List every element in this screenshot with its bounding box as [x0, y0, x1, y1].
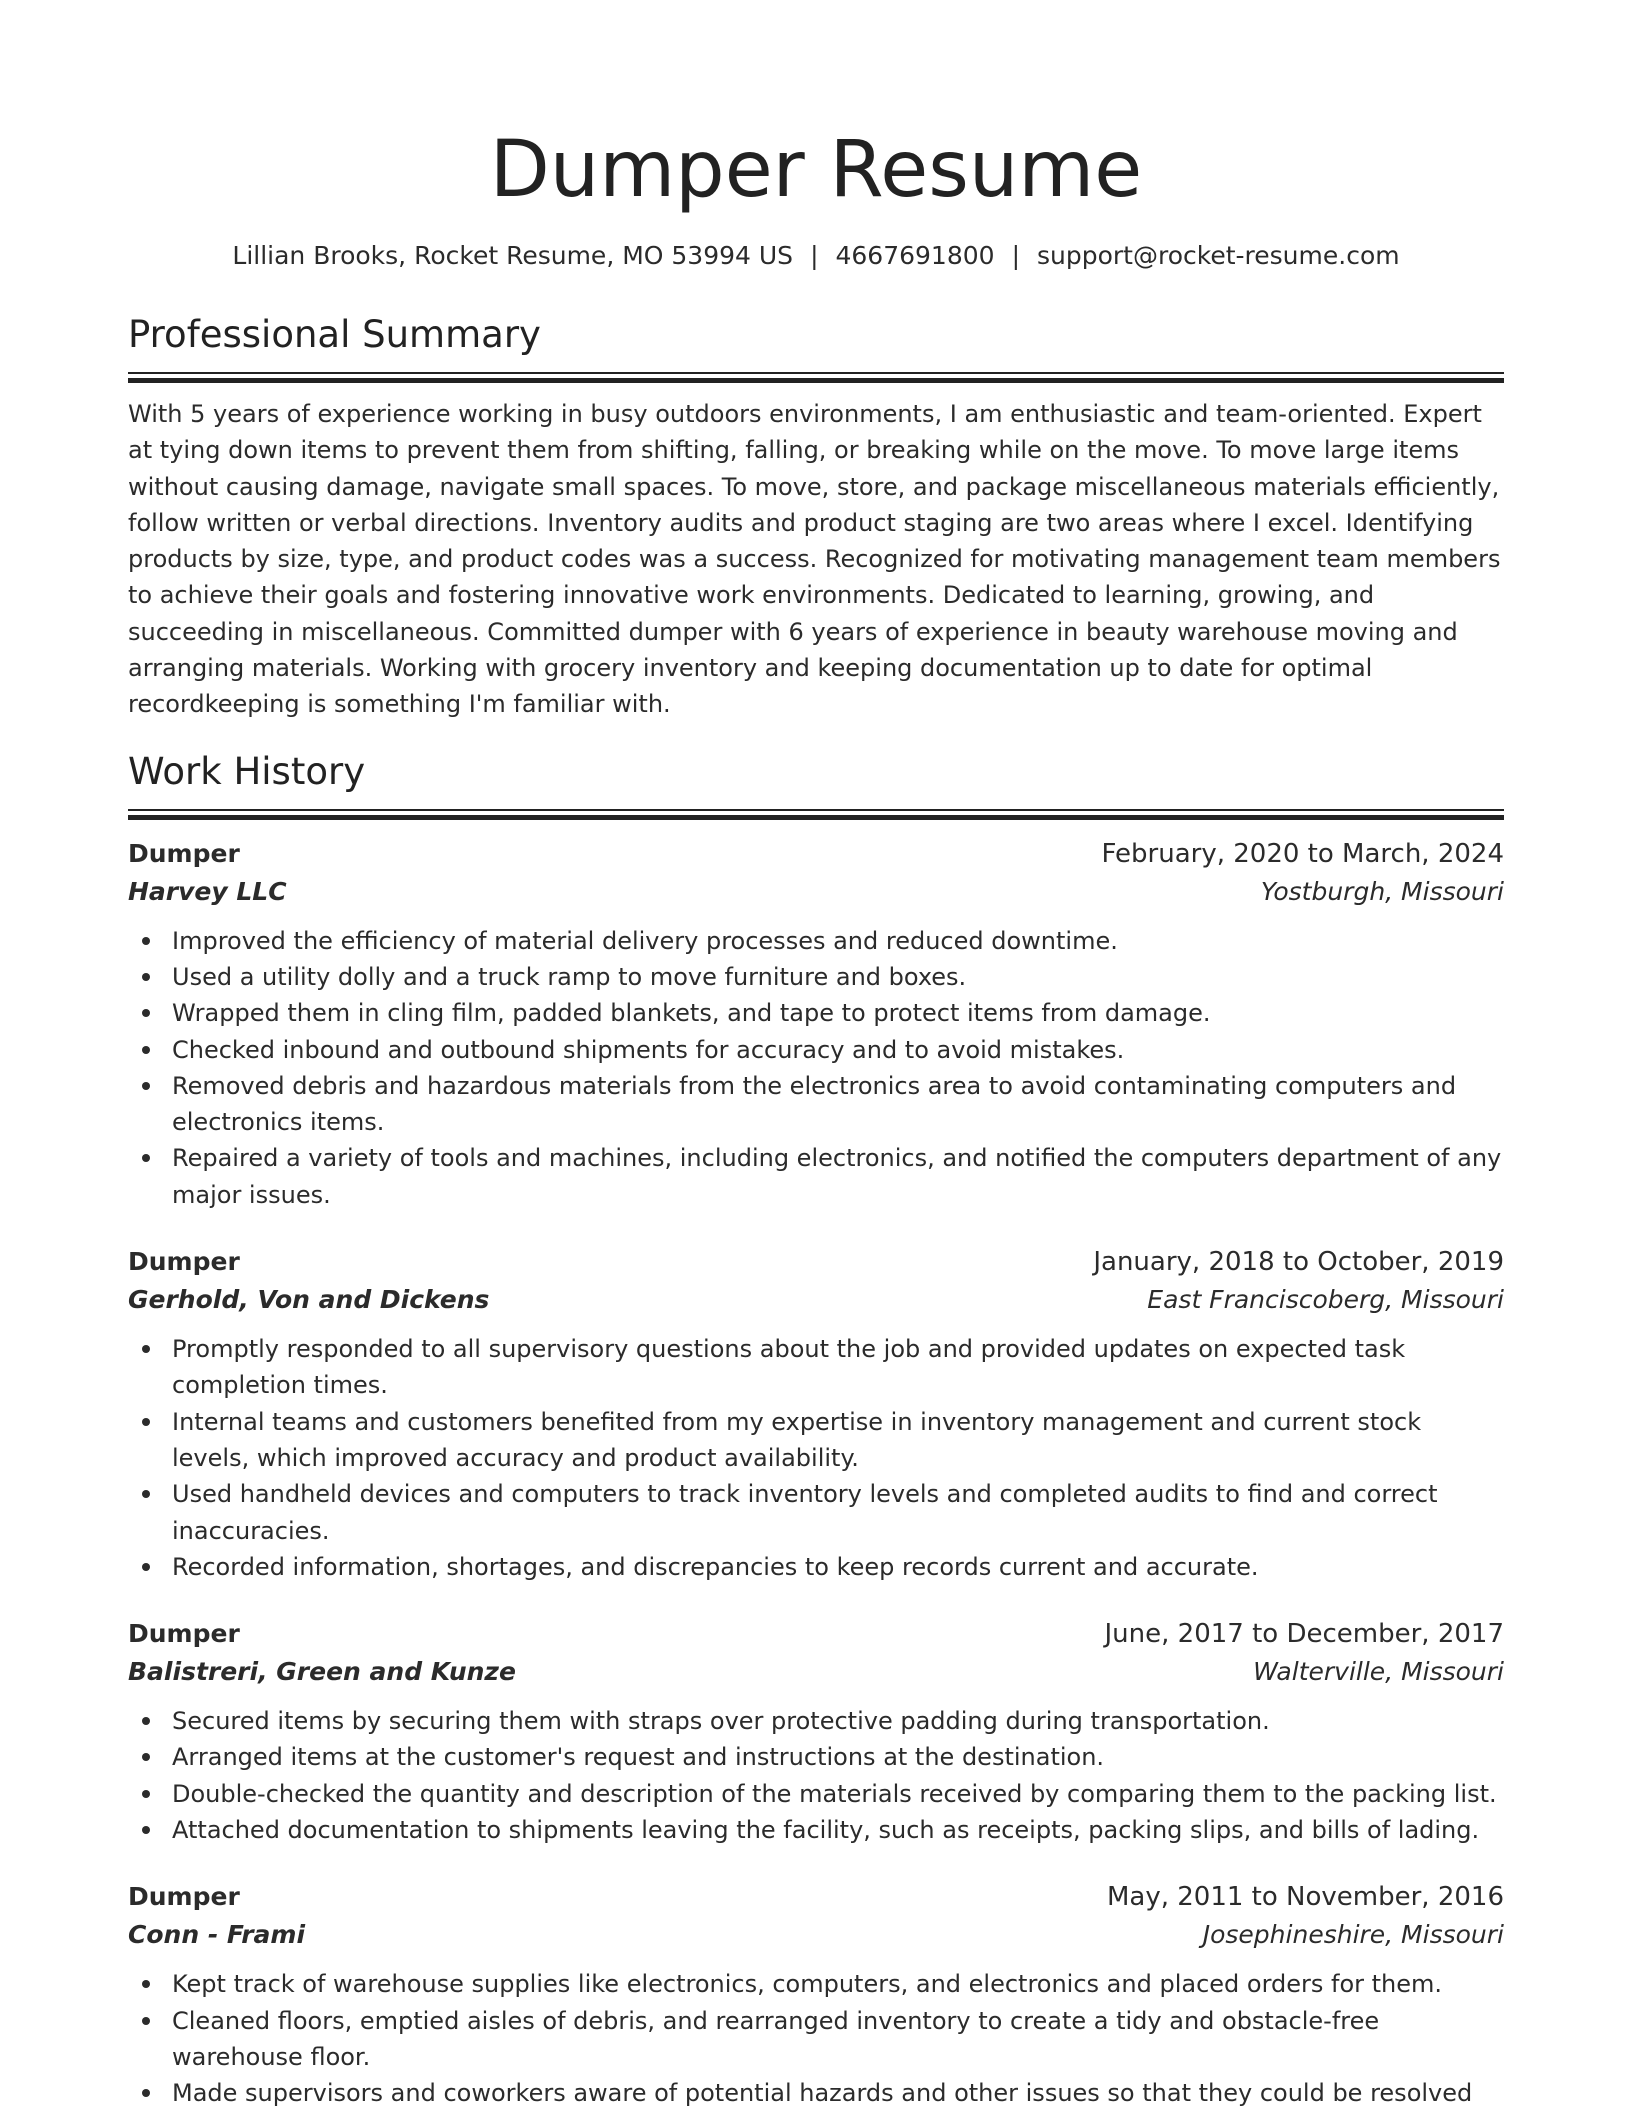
job-bullet — [128, 1068, 1504, 1141]
job-bullet-text: Secured items by securing them with straps over protective padding during transportation. — [172, 1707, 1270, 1736]
job-bullet — [128, 1966, 1504, 2002]
bullet-dot-icon — [142, 1790, 150, 1798]
job-bullet-text: Wrapped them in cling film, padded blankets, and tape to protect items from damage. — [172, 999, 1211, 1028]
job-bullet-list — [128, 923, 1504, 1213]
job-bullet-text: Internal teams and customers benefited from my expertise in inventory management and current stock levels, which improved accuracy and product availability. — [172, 1407, 1422, 1472]
job-bullet — [128, 1549, 1504, 1585]
section-heading-summary: Professional Summary — [128, 313, 541, 356]
bullet-dot-icon — [142, 937, 150, 945]
bullet-dot-icon — [142, 1490, 150, 1498]
job-bullet-text: Checked inbound and outbound shipments for accuracy and to avoid mistakes. — [172, 1035, 1125, 1064]
bullet-dot-icon — [142, 1154, 150, 1162]
work-history-section — [128, 747, 1504, 2112]
job-bullet — [128, 1476, 1504, 1549]
contact-address: Lillian Brooks, Rocket Resume, MO 53994 US — [232, 241, 794, 270]
job-title: Dumper — [128, 1247, 240, 1277]
bullet-dot-icon — [142, 1345, 150, 1353]
job-bullet — [128, 1776, 1504, 1812]
job-list — [128, 835, 1504, 2112]
job-bullet-text: Used a utility dolly and a truck ramp to move furniture and boxes. — [172, 962, 967, 991]
bullet-dot-icon — [142, 1046, 150, 1054]
section-heading-work: Work History — [128, 749, 366, 793]
job-bullet-list — [128, 1331, 1504, 1585]
job-title: Dumper — [128, 1619, 240, 1649]
job-bullet — [128, 1404, 1504, 1477]
job-bullet-text: Cleaned floors, emptied aisles of debris, and rearranged inventory to create a tidy and obstacle-free warehouse floor. — [172, 2006, 1380, 2071]
section-divider — [128, 809, 1504, 819]
bullet-dot-icon — [142, 1418, 150, 1426]
job-bullet-text: Promptly responded to all supervisory questions about the job and provided updates on expected task completion times. — [172, 1335, 1406, 1400]
bullet-dot-icon — [142, 973, 150, 981]
job-header-row — [128, 1243, 1504, 1281]
job-company: Gerhold, Von and Dickens — [128, 1285, 490, 1315]
job-subheader-row — [128, 873, 1504, 911]
job-dates: May, 2011 to November, 2016 — [1106, 1882, 1504, 1913]
job-bullet-text: Attached documentation to shipments leaving the facility, such as receipts, packing slips, and bills of lading. — [172, 1816, 1480, 1845]
resume-page — [128, 0, 1504, 2112]
job-location: Yostburgh, Missouri — [1260, 876, 1504, 906]
job-bullet — [128, 1812, 1504, 1848]
job-entry — [128, 1243, 1504, 1585]
bullet-dot-icon — [142, 1082, 150, 1090]
job-bullet — [128, 1032, 1504, 1068]
job-bullet-text: Improved the efficiency of material delivery processes and reduced downtime. — [172, 926, 1118, 955]
bullet-dot-icon — [142, 1717, 150, 1725]
bullet-dot-icon — [142, 2017, 150, 2025]
job-company: Harvey LLC — [128, 876, 287, 906]
job-bullet — [128, 959, 1504, 995]
contact-email: support@rocket-resume.com — [1037, 241, 1400, 270]
job-subheader-row — [128, 1281, 1504, 1319]
job-bullet — [128, 1140, 1504, 1213]
bullet-dot-icon — [142, 1826, 150, 1834]
contact-separator: | — [810, 241, 819, 270]
job-bullet — [128, 1739, 1504, 1775]
job-location: Josephineshire, Missouri — [1202, 1920, 1504, 1950]
job-title: Dumper — [128, 838, 240, 868]
job-subheader-row — [128, 1916, 1504, 1954]
job-bullet — [128, 995, 1504, 1031]
job-bullet — [128, 923, 1504, 959]
job-entry — [128, 835, 1504, 1213]
job-location: East Franciscoberg, Missouri — [1147, 1285, 1504, 1315]
bullet-dot-icon — [142, 1563, 150, 1571]
bullet-dot-icon — [142, 1753, 150, 1761]
job-bullet-text: Kept track of warehouse supplies like electronics, computers, and electronics and placed orders for them. — [172, 1970, 1443, 1999]
professional-summary-section — [128, 310, 1504, 723]
contact-phone: 4667691800 — [835, 241, 995, 270]
job-header-row — [128, 1615, 1504, 1653]
job-bullet-list — [128, 1703, 1504, 1848]
bullet-dot-icon — [142, 2089, 150, 2097]
job-bullet-text: Used handheld devices and computers to track inventory levels and completed audits to find and correct inaccuracies. — [172, 1480, 1438, 1545]
job-bullet — [128, 2003, 1504, 2076]
job-title: Dumper — [128, 1882, 240, 1912]
job-bullet-text: Removed debris and hazardous materials from the electronics area to avoid contaminating computers and electronics items. — [172, 1071, 1457, 1137]
job-bullet — [128, 1331, 1504, 1404]
job-bullet-text: Recorded information, shortages, and discrepancies to keep records current and accurate. — [172, 1552, 1259, 1581]
contact-line — [128, 238, 1504, 274]
job-bullet — [128, 2075, 1504, 2111]
job-bullet-text: Arranged items at the customer's request and instructions at the destination. — [172, 1743, 1105, 1772]
section-divider — [128, 372, 1504, 382]
job-header-row — [128, 835, 1504, 873]
bullet-dot-icon — [142, 1009, 150, 1017]
job-bullet-list — [128, 1966, 1504, 2111]
job-header-row — [128, 1878, 1504, 1916]
job-bullet-text: Double-checked the quantity and description of the materials received by comparing them to the packing list. — [172, 1779, 1497, 1808]
contact-separator: | — [1011, 241, 1020, 270]
job-dates: February, 2020 to March, 2024 — [1101, 838, 1504, 869]
bullet-dot-icon — [142, 1980, 150, 1988]
job-entry — [128, 1878, 1504, 2111]
job-dates: June, 2017 to December, 2017 — [1104, 1619, 1504, 1650]
job-location: Walterville, Missouri — [1253, 1657, 1504, 1687]
job-company: Conn - Frami — [128, 1920, 306, 1950]
job-subheader-row — [128, 1653, 1504, 1691]
job-company: Balistreri, Green and Kunze — [128, 1657, 516, 1687]
summary-text: With 5 years of experience working in busy outdoors environments, I am enthusiastic and team-oriented. Expert at tying down items to prevent them from shifting, falling, or breaking while on the move. To move large items without causing damage, navigate small spaces. To move, store, and package miscellaneous materials efficiently, follow written or verbal directions. Inventory audits and product staging are two areas where I excel. Identifying products by size, type, and product codes was a success. Recognized for motivating management team members to achieve their goals and fostering innovative work environments. Dedicated to learning, growing, and succeeding in miscellaneous. Committed dumper with 6 years of experience in beauty warehouse moving and arranging materials. Working with grocery inventory and keeping documentation up to date for optimal recordkeeping is something I'm familiar with. — [128, 400, 1501, 719]
job-entry — [128, 1615, 1504, 1848]
resume-title: Dumper Resume — [489, 125, 1143, 215]
job-dates: January, 2018 to October, 2019 — [1093, 1247, 1504, 1278]
job-bullet-text: Repaired a variety of tools and machines, including electronics, and notified the computers department of any major issues. — [172, 1144, 1502, 1209]
job-bullet-text: Made supervisors and coworkers aware of potential hazards and other issues so that they could be resolved — [172, 2079, 1473, 2108]
job-bullet — [128, 1703, 1504, 1739]
